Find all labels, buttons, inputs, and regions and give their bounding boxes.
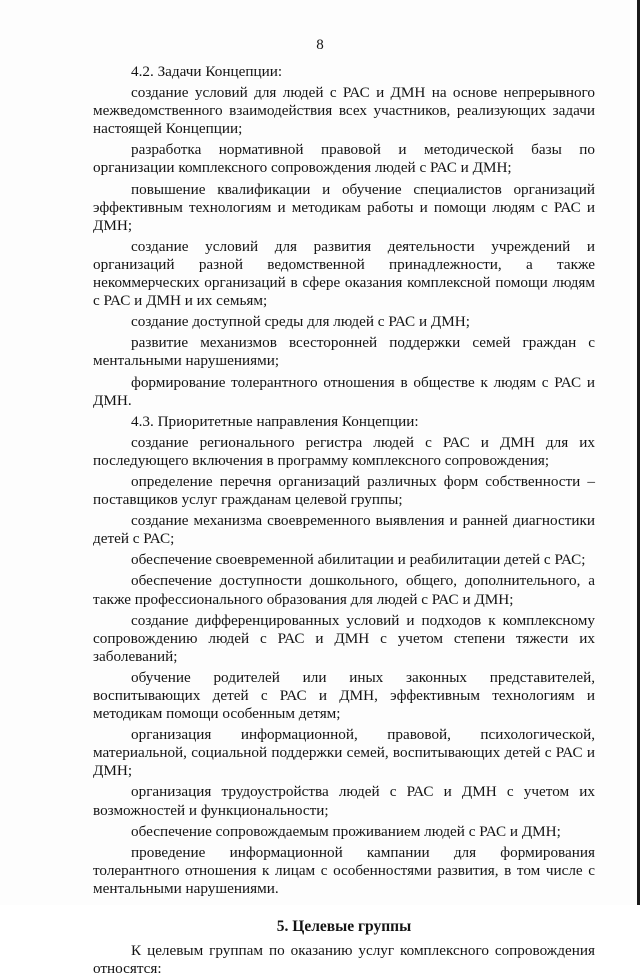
section-4-3-heading: 4.3. Приоритетные направления Концепции: bbox=[131, 412, 419, 430]
section-5-intro: К целевым группам по оказанию услуг комплексного сопровождения относятся: bbox=[93, 942, 595, 978]
list-item: проведение информационной кампании для формирования толерантного отношения к лицам с особенностями развития, в том числе с ментальными нарушениями. bbox=[93, 843, 595, 897]
list-item: развитие механизмов всесторонней поддержки семей граждан с ментальными нарушениями; bbox=[93, 334, 595, 370]
section-4-2-heading: 4.2. Задачи Концепции: bbox=[131, 63, 283, 80]
list-item: создание условий для развития деятельности учреждений и организаций разной ведомственной принадлежности, а также некоммерческих организаций в сфере оказания комплексной помощи людям с РАС и ДМН и их семьям; bbox=[93, 237, 595, 310]
list-item: обеспечение своевременной абилитации и реабилитации детей с РАС; bbox=[131, 551, 586, 569]
page-number: 8 bbox=[316, 37, 324, 53]
list-item: создание условий для людей с РАС и ДМН на основе непрерывного межведомственного взаимодействия всех участников, реализующих задачи настоящей Концепции; bbox=[93, 84, 595, 138]
list-item: обеспечение сопровождаемым проживанием людей с РАС и ДМН; bbox=[131, 822, 561, 840]
list-item: определение перечня организаций различных форм собственности – поставщиков услуг гражданам целевой группы; bbox=[93, 472, 595, 509]
list-item: создание дифференцированных условий и подходов к комплексному сопровождению людей с РАС и ДМН с учетом степени тяжести их заболеваний; bbox=[93, 611, 595, 665]
section-5-title: 5. Целевые группы bbox=[276, 918, 412, 936]
list-item: формирование толерантного отношения в обществе к людям с РАС и ДМН. bbox=[93, 373, 595, 409]
document-body bbox=[93, 63, 595, 978]
list-item: обучение родителей или иных законных представителей, воспитывающих детей с РАС и ДМН, эффективным технологиям и методикам помощи особенным детям; bbox=[93, 668, 595, 723]
list-item: разработка нормативной правовой и методической базы по организации комплексного сопровождения людей с РАС и ДМН; bbox=[93, 141, 595, 177]
list-item: создание регионального регистра людей с РАС и ДМН для их последующего включения в программу комплексного сопровождения; bbox=[93, 433, 595, 469]
list-item: создание механизма своевременного выявления и ранней диагностики детей с РАС; bbox=[93, 512, 595, 548]
list-item: организация информационной, правовой, психологической, материальной, социальной поддержки семей, воспитывающих детей с РАС и ДМН; bbox=[93, 726, 595, 780]
list-item: обеспечение доступности дошкольного, общего, дополнительного, а также профессионального образования для людей с РАС и ДМН; bbox=[93, 572, 595, 608]
list-item: организация трудоустройства людей с РАС и ДМН с учетом их возможностей и функциональности; bbox=[93, 783, 595, 819]
list-item: повышение квалификации и обучение специалистов организаций эффективным технологиям и методикам работы и помощи людям с РАС и ДМН; bbox=[93, 180, 595, 234]
list-item: создание доступной среды для людей с РАС и ДМН; bbox=[131, 313, 470, 331]
